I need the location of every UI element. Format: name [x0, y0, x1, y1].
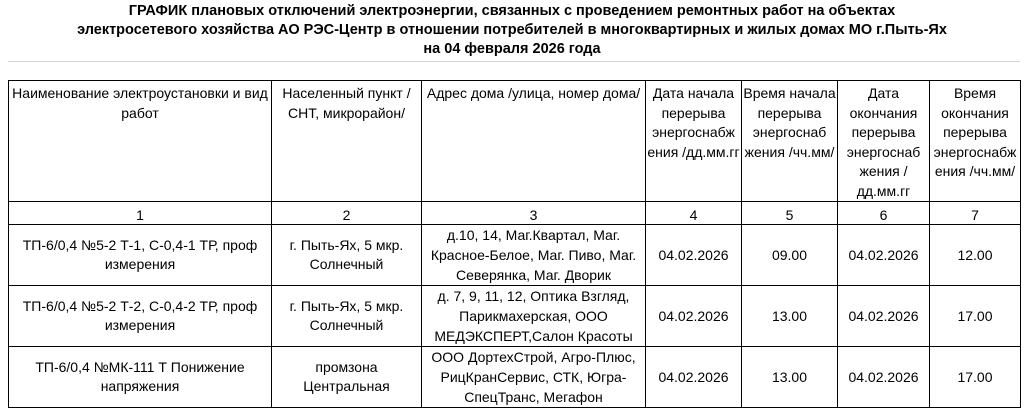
header-address: Адрес дома /улица, номер дома/: [422, 81, 646, 202]
column-number: 5: [742, 202, 838, 225]
cell-end-time: 12.00: [930, 225, 1021, 286]
document-title: [0, 2, 1024, 59]
cell-address: д. 7, 9, 11, 12, Оптика Взгляд, Парикмахерская, ООО МЕДЭКСПЕРТ,Салон Красоты: [422, 286, 646, 347]
cell-end-date: 04.02.2026: [838, 286, 930, 347]
cell-installation: ТП-6/0,4 №МК-111 Т Понижение напряжения: [9, 347, 272, 408]
cell-end-date: 04.02.2026: [838, 347, 930, 408]
table-row: [9, 225, 1021, 286]
cell-installation: ТП-6/0,4 №5-2 Т-1, С-0,4-1 ТР, проф измерения: [9, 225, 272, 286]
cell-end-time: 17.00: [930, 286, 1021, 347]
cell-start-time: 13.00: [742, 347, 838, 408]
title-line-1: ГРАФИК плановых отключений электроэнергии, связанных с проведением ремонтных работ на объектах: [128, 3, 896, 19]
column-number: 7: [930, 202, 1021, 225]
table-row: [9, 347, 1021, 408]
cell-address: д.10, 14, Маг.Квартал, Маг. Красное-Белое, Маг. Пиво, Маг. Северянка, Маг. Дворик: [422, 225, 646, 286]
title-line-2: электросетевого хозяйства АО РЭС-Центр в отношении потребителей в многоквартирных и жилых домах МО г.Пыть-Ях: [77, 22, 947, 38]
header-start-time: Время начала перерыва энергоснаб жения /чч.мм/: [742, 81, 838, 202]
cell-start-date: 04.02.2026: [646, 286, 742, 347]
column-number: 2: [272, 202, 422, 225]
cell-installation: ТП-6/0,4 №5-2 Т-2, С-0,4-2 ТР, проф измерения: [9, 286, 272, 347]
title-line-3: на 04 февраля 2026 года: [423, 41, 601, 57]
cell-start-time: 09.00: [742, 225, 838, 286]
outage-schedule-table: [8, 80, 1021, 408]
cell-end-date: 04.02.2026: [838, 225, 930, 286]
cell-locality: промзона Центральная: [272, 347, 422, 408]
header-start-date: Дата начала перерыва энергоснабж ения /дд.мм.гг: [646, 81, 742, 202]
header-end-time: Время окончания перерыва энергоснабж ения /чч.мм/: [930, 81, 1021, 202]
table-header-row: [9, 81, 1021, 202]
column-number: 6: [838, 202, 930, 225]
cell-locality: г. Пыть-Ях, 5 мкр. Солнечный: [272, 286, 422, 347]
cell-start-date: 04.02.2026: [646, 225, 742, 286]
cell-locality: г. Пыть-Ях, 5 мкр. Солнечный: [272, 225, 422, 286]
table-row: [9, 286, 1021, 347]
cell-address: ООО ДортехСтрой, Агро-Плюс, РицКранСервис, СТК, Югра-СпецТранс, Мегафон: [422, 347, 646, 408]
column-number: 3: [422, 202, 646, 225]
cell-start-time: 13.00: [742, 286, 838, 347]
cell-end-time: 17.00: [930, 347, 1021, 408]
cell-start-date: 04.02.2026: [646, 347, 742, 408]
column-number: 4: [646, 202, 742, 225]
header-locality: Населенный пункт /СНТ, микрорайон/: [272, 81, 422, 202]
column-number: 1: [9, 202, 272, 225]
header-end-date: Дата окончания перерыва энергоснаб жения /дд.мм.гг: [838, 81, 930, 202]
sheet-gridline: [8, 61, 1020, 62]
column-number-row: [9, 202, 1021, 225]
header-installation: Наименование электроустановки и вид работ: [9, 81, 272, 202]
